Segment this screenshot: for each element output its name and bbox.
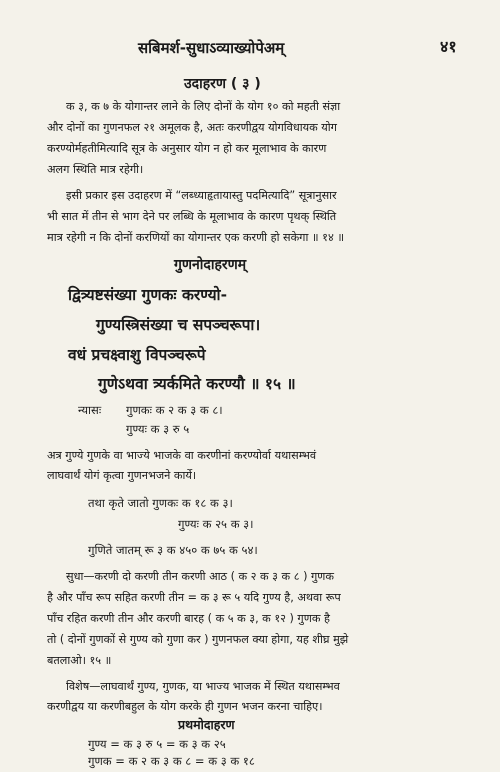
sudha-line: तो ( दोनों गुणकों से गुण्य को गुणा कर ) गुणनफल क्या होगा, यह शीघ्र मुझे — [47, 633, 349, 646]
para1-line: क ३, क ७ के योगान्तर लाने के लिए दोनों के योग १० को महती संज्ञा — [66, 100, 341, 113]
sudha-line: बतलाओ। १५ ॥ — [47, 654, 112, 667]
running-header: सबिमर्श-सुधाऽव्याख्योपेअम् — [138, 39, 285, 57]
verse-line: द्वित्र्यष्टसंख्या गुणकः करण्यो- — [68, 286, 228, 304]
gunite-line: गुणिते जातम् रू ३ क ४५० क ७५ क ५४। — [88, 543, 258, 557]
section-heading: गुणनोदाहरणम् — [174, 257, 247, 273]
sudha-line: पाँच रहित करणी तीन और करणी बारह ( क ५ क ३, क १२ ) गुणक है — [47, 612, 330, 625]
page-number: ४१ — [440, 37, 457, 56]
para1-line: अलग स्थिति मात्र रहेगी। — [47, 163, 144, 176]
para3-line: अत्र गुण्ये गुणके वा भाज्ये भाजके वा करणीनां करण्योर्वा यथासम्भवं — [47, 449, 317, 462]
para1-line: करण्योर्महतीमित्यादि सूत्र के अनुसार योग न हो कर मूलाभाव के कारण — [47, 142, 327, 155]
vishesh-line: करणीद्वय या करणीबहुल के योग करके ही गुणन भजन करना चाहिए। — [47, 700, 323, 713]
nyasa-line: गुण्यः क ३ रु ५ — [126, 422, 190, 436]
sudha-line: है और पाँच रूप सहित करणी तीन = क ३ रू ५ यदि गुण्य है, अथवा रूप — [47, 591, 341, 604]
first-example-line: गुणक = क २ क ३ क ८ = क ३ क १८ — [88, 754, 255, 768]
para1-line: और दोनों का गुणनफल २१ अमूलक है, अतः करणीद्वय योगविधायक योग — [47, 121, 337, 134]
verse-line: गुणेऽथवा त्र्यर्कमिते करण्यौ ॥ १५ ॥ — [98, 375, 296, 393]
first-example-heading: प्रथमोदाहरण — [178, 717, 235, 732]
nyasa-label: न्यासः — [78, 403, 102, 417]
example3-heading: उदाहरण ( ३ ) — [184, 76, 261, 92]
first-example-line: गुण्य = क ३ रु ५ = क ३ क २५ — [88, 737, 226, 751]
nyasa-line: गुणकः क २ क ३ क ८। — [126, 403, 223, 417]
para2-line: इसी प्रकार इस उदाहरण में “लब्ध्याहृतायास्तु पदमित्यादि” सूत्रानुसार — [66, 189, 337, 202]
para2-line: मात्र रहेगी न कि दोनों करणियों का योगान्तर एक करणी हो सकेगा ॥ १४ ॥ — [47, 231, 345, 244]
tatha-line: तथा कृते जातो गुणकः क १८ क ३। — [88, 496, 233, 510]
sudha-line: सुधा—करणी दो करणी तीन करणी आठ ( क २ क ३ क ८ ) गुणक — [66, 570, 334, 583]
vishesh-line: विशेष—लाघवार्थं गुण्य, गुणक, या भाज्य भाजक में स्थित यथासम्भव — [66, 680, 340, 693]
verse-line: वधं प्रचक्ष्वाशु विपञ्चरूपे — [68, 346, 206, 364]
verse-line: गुण्यस्त्रिसंख्या च सपञ्चरूपा। — [96, 316, 261, 334]
para3-line: लाघवार्थं योगं कृत्वा गुणनभजने कार्ये। — [47, 469, 197, 482]
para2-line: भी सात में तीन से भाग देने पर लब्धि के मूलाभाव के कारण पृथक् स्थिति — [47, 210, 337, 223]
tatha-line: गुण्यः क २५ क ३। — [178, 517, 254, 531]
